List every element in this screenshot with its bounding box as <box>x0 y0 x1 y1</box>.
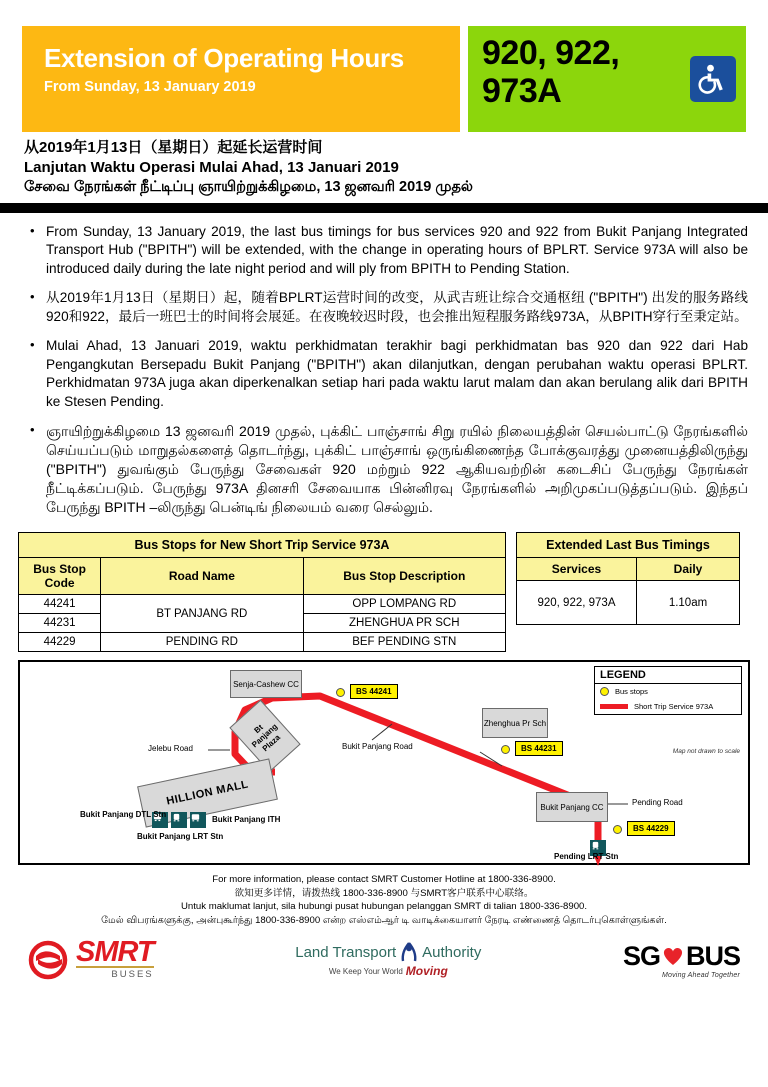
cell-stop-code: 44241 <box>19 595 101 614</box>
building-zhenghua-pr-sch: Zhenghua Pr Sch <box>482 708 548 738</box>
road-label-jelebu: Jelebu Road <box>148 744 193 754</box>
footer-malay: Untuk maklumat lanjut, sila hubungi pusat hubungan pelanggan SMRT di talian 1800-336-8900. <box>180 901 588 913</box>
cell-road-name: BT PANJANG RD <box>101 595 303 633</box>
bullet-chinese: • 从2019年1月13日（星期日）起，随着BPLRT运营时间的改变，从武吉班让综合交通枢纽 ("BPITH") 出发的服务路线920和922，最后一班巴士的时间将会展延。在夜晚较迟时段，也会推出短程服务路线973A，从BPITH穿行至秉定站。 <box>22 289 748 326</box>
body-content <box>0 213 768 518</box>
lta-wordmark <box>295 941 481 963</box>
sgbus-logo <box>623 941 740 979</box>
cell-stop-description: BEF PENDING STN <box>303 633 505 652</box>
map-section <box>0 652 768 865</box>
cell-services: 920, 922, 973A <box>517 581 637 625</box>
table-header-row <box>517 558 740 581</box>
map-legend <box>594 666 742 715</box>
smrt-wordmark: SMRT <box>76 935 154 968</box>
footer-tamil: மேல் விபரங்களுக்கு, அன்புகூர்ந்து 1800-336-8900 என்ற எஸ்எம்ஆர் டி வாடிக்கையாளர் நேரடி எண்ணைத் தொடர்புகொள்ளுங்கள். <box>101 914 667 926</box>
bus-stop-label-44229: BS 44229 <box>627 821 675 836</box>
lta-logo <box>295 941 481 978</box>
legend-label-bus-stops: Bus stops <box>615 687 648 697</box>
smrt-mark-icon <box>28 940 70 980</box>
cell-road-name: PENDING RD <box>101 633 303 652</box>
table-row <box>19 633 506 652</box>
cell-stop-description: ZHENGHUA PR SCH <box>303 614 505 633</box>
route-map <box>18 660 750 865</box>
tables-row <box>0 528 768 652</box>
sgbus-word-left: SG <box>622 940 660 971</box>
poster-header <box>0 0 768 132</box>
heading-chinese: 从2019年1月13日（星期日）起延长运营时间 <box>24 139 323 156</box>
column-header-bus-stop-description: Bus Stop Description <box>303 558 505 595</box>
lta-word-right: Authority <box>422 943 482 961</box>
table-header-row <box>19 558 506 595</box>
heading-malay: Lanjutan Waktu Operasi Mulai Ahad, 13 Januari 2019 <box>24 158 399 176</box>
lta-tagline-moving: Moving <box>405 964 448 979</box>
column-header-bus-stop-code: Bus Stop Code <box>19 558 101 595</box>
lta-ribbon-icon <box>399 941 419 963</box>
header-yellow-banner <box>22 26 460 132</box>
service-numbers: 920, 922, 973A <box>482 34 620 111</box>
heading-tamil: சேவை நேரங்கள் நீட்டிப்பு ஞாயிற்றுக்கிழமை, 13 ஜனவரி 2019 முதல் <box>24 178 473 195</box>
cell-daily-timing: 1.10am <box>637 581 740 625</box>
table-title-row <box>517 533 740 558</box>
timings-table-title: Extended Last Bus Timings <box>517 533 740 558</box>
bus-stop-icon <box>600 687 609 696</box>
column-header-services: Services <box>517 558 637 581</box>
smrt-buses-label: BUSES <box>76 966 154 980</box>
leader-bukit-panjang-road <box>372 724 392 740</box>
table-row <box>19 595 506 614</box>
station-icon-lrt <box>171 812 187 828</box>
legend-label-route: Short Trip Service 973A <box>634 702 714 712</box>
sgbus-word-right: BUS <box>685 940 740 971</box>
black-divider <box>0 203 768 213</box>
bus-stop-label-44231: BS 44231 <box>515 741 563 756</box>
route-line-icon <box>600 704 628 709</box>
legend-row-route <box>595 699 741 714</box>
column-header-daily: Daily <box>637 558 740 581</box>
building-bt-panjang-plaza: Bt Panjang Plaza <box>229 700 300 773</box>
legend-title: LEGEND <box>595 667 741 684</box>
building-senja-cashew-cc: Senja-Cashew CC <box>230 670 302 698</box>
building-hillion-mall: HILLION MALL <box>137 759 278 828</box>
road-label-bukit-panjang: Bukit Panjang Road <box>342 742 413 752</box>
bullet-malay: • Mulai Ahad, 13 Januari 2019, waktu perkhidmatan terakhir bagi perkhidmatan bas 920 dan 922 dari Hab Pengangkutan Bersepadu Bukit Panjang ("BPITH") akan dilanjutkan, dengan perubahan waktu operasi BPLRT. Perkhidmatan 973A juga akan diperkenalkan setiap hari pada waktu larut malam dan akan berulang alik dari BPITH ke Stesen Pending. <box>22 337 748 411</box>
bus-stop-label-44241: BS 44241 <box>350 684 398 699</box>
bullet-english: • From Sunday, 13 January 2019, the last bus timings for bus services 920 and 922 from Bukit Panjang Integrated Transport Hub ("BPITH") will be extended, with the change in operating hours of BPLRT. Service 973A will also be introduced daily during the late night period and will ply from BPITH to Pending Station. <box>22 223 748 278</box>
building-bukit-panjang-cc: Bukit Panjang CC <box>536 792 608 822</box>
footer-contact <box>0 865 768 927</box>
station-icon-ith <box>190 812 206 828</box>
station-label-dtl: Bukit Panjang DTL Stn <box>80 810 167 820</box>
multilingual-headings <box>0 132 768 197</box>
station-label-lrt: Bukit Panjang LRT Stn <box>137 832 224 842</box>
bus-stops-table <box>18 532 506 652</box>
table-title-row <box>19 533 506 558</box>
footer-english: For more information, please contact SMRT Customer Hotline at 1800-336-8900. <box>212 874 556 886</box>
cell-stop-description: OPP LOMPANG RD <box>303 595 505 614</box>
wheelchair-icon <box>690 56 736 102</box>
page-title: Extension of Operating Hours <box>44 43 404 73</box>
bullet-tamil: • ஞாயிற்றுக்கிழமை 13 ஜனவரி 2019 முதல், புக்கிட் பாஞ்சாங் சிறு ரயில் நிலையத்தின் செயல்பாட்டு நேரங்களில் செய்யப்படும் மாறுதல்களைத் தொடர்ந்து, புக்கிட் பாஞ்சாங் ஒருங்கிணைந்த போக்குவரத்து முனையத்திலிருந்து ("BPITH") துவங்கும் பேருந்து சேவைகள் 920 மற்றும் 922 ஆகியவற்றின் கடைசிப் பேருந்து நேரங்கள் நீட்டிக்கப்படும். பேருந்து 973A தினசரி சேவையாக பின்னிரவு நேரங்களில் அறிமுகப்படுத்தப்படும். இந்தப் பேருந்து BPITH –லிருந்து பென்டிங் நிலையம் வரை செல்லும். <box>22 422 748 517</box>
sgbus-tagline: Moving Ahead Together <box>661 971 740 979</box>
road-label-pending: Pending Road <box>632 798 683 808</box>
logo-row <box>0 927 768 981</box>
heart-icon <box>660 944 686 968</box>
bullet-list <box>22 223 748 518</box>
cell-stop-code: 44231 <box>19 614 101 633</box>
header-green-banner <box>468 26 746 132</box>
station-label-ith: Bukit Panjang ITH <box>212 815 281 825</box>
lta-tagline <box>295 964 481 978</box>
bus-stops-table-title: Bus Stops for New Short Trip Service 973A <box>19 533 506 558</box>
station-label-pending-lrt: Pending LRT Stn <box>554 852 619 862</box>
legend-row-bus-stops <box>595 684 741 699</box>
lta-word-left: Land Transport <box>295 943 397 961</box>
table-row <box>517 581 740 625</box>
last-bus-timings-table <box>516 532 740 625</box>
sgbus-wordmark <box>623 941 740 972</box>
column-header-road-name: Road Name <box>101 558 303 595</box>
map-scale-note: Map not drawn to scale <box>672 748 740 756</box>
page-subtitle: From Sunday, 13 January 2019 <box>44 78 256 95</box>
footer-chinese: 欲知更多详情，请拨热线 1800-336-8900 与SMRT客户联系中心联络。 <box>234 887 534 899</box>
cell-stop-code: 44229 <box>19 633 101 652</box>
smrt-buses-logo <box>28 935 154 981</box>
lta-tagline-left: We Keep Your World <box>328 966 403 976</box>
